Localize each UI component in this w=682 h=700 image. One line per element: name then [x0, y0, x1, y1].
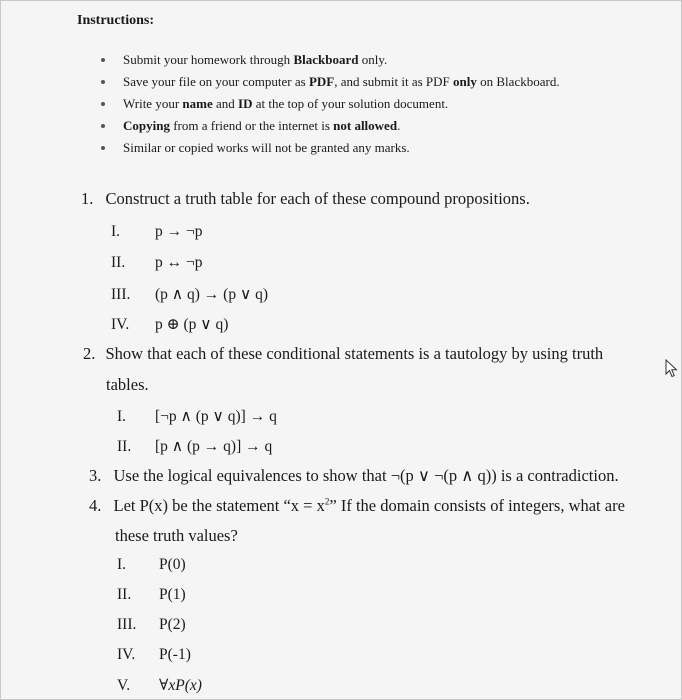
question-text: Let P(x) be the statement “$x = x^2$” If the domain consists of integers, what are — [113, 496, 625, 515]
question-4-continued: these truth values? — [115, 526, 238, 545]
q1-item-4: IV. p ⊕ (p ∨ q) — [111, 316, 229, 333]
q4-item-5: V. ∀xP(x) — [117, 677, 202, 694]
list-item: Similar or copied works will not be granted any marks. — [99, 139, 560, 161]
q1-item-3: III. (p ∧ q) → (p ∨ q) — [111, 286, 269, 303]
q2-item-1: I. [¬p ∧ (p ∨ q)] → q — [117, 408, 277, 425]
q4-item-4: IV. P(-1) — [117, 646, 191, 663]
list-item: Write your name and ID at the top of your solution document. — [99, 95, 560, 117]
question-number: 2. — [83, 344, 96, 363]
question-4 — [89, 496, 625, 516]
q4-item-3: III. P(2) — [117, 616, 186, 633]
question-1 — [81, 189, 530, 209]
question-number: 4. — [89, 496, 102, 515]
q1-item-1: I. p → ¬p — [111, 223, 203, 240]
q4-item-1: I. P(0) — [117, 556, 186, 573]
question-text: Show that each of these conditional statements is a tautology by using truth — [105, 344, 604, 363]
question-2-continued: tables. — [106, 375, 149, 394]
instructions-list — [99, 51, 560, 161]
question-text: Construct a truth table for each of these compound propositions. — [105, 189, 530, 208]
question-number: 1. — [81, 189, 94, 208]
instructions-heading: Instructions: — [77, 13, 155, 28]
list-item: Submit your homework through Blackboard only. — [99, 51, 560, 73]
question-3 — [89, 466, 619, 486]
q1-item-2: II. p ↔ ¬p — [111, 254, 203, 271]
q4-item-2: II. P(1) — [117, 586, 186, 603]
q2-item-2: II. [p ∧ (p → q)] → q — [117, 438, 273, 455]
question-2 — [83, 344, 603, 364]
question-text: Use the logical equivalences to show that ¬(p ∨ ¬(p ∧ q)) is a contradiction. — [113, 466, 619, 485]
question-number: 3. — [89, 466, 102, 485]
mouse-cursor-icon — [665, 359, 679, 379]
list-item: Save your file on your computer as PDF, and submit it as PDF only on Blackboard. — [99, 73, 560, 95]
list-item: Copying from a friend or the internet is not allowed. — [99, 117, 560, 139]
